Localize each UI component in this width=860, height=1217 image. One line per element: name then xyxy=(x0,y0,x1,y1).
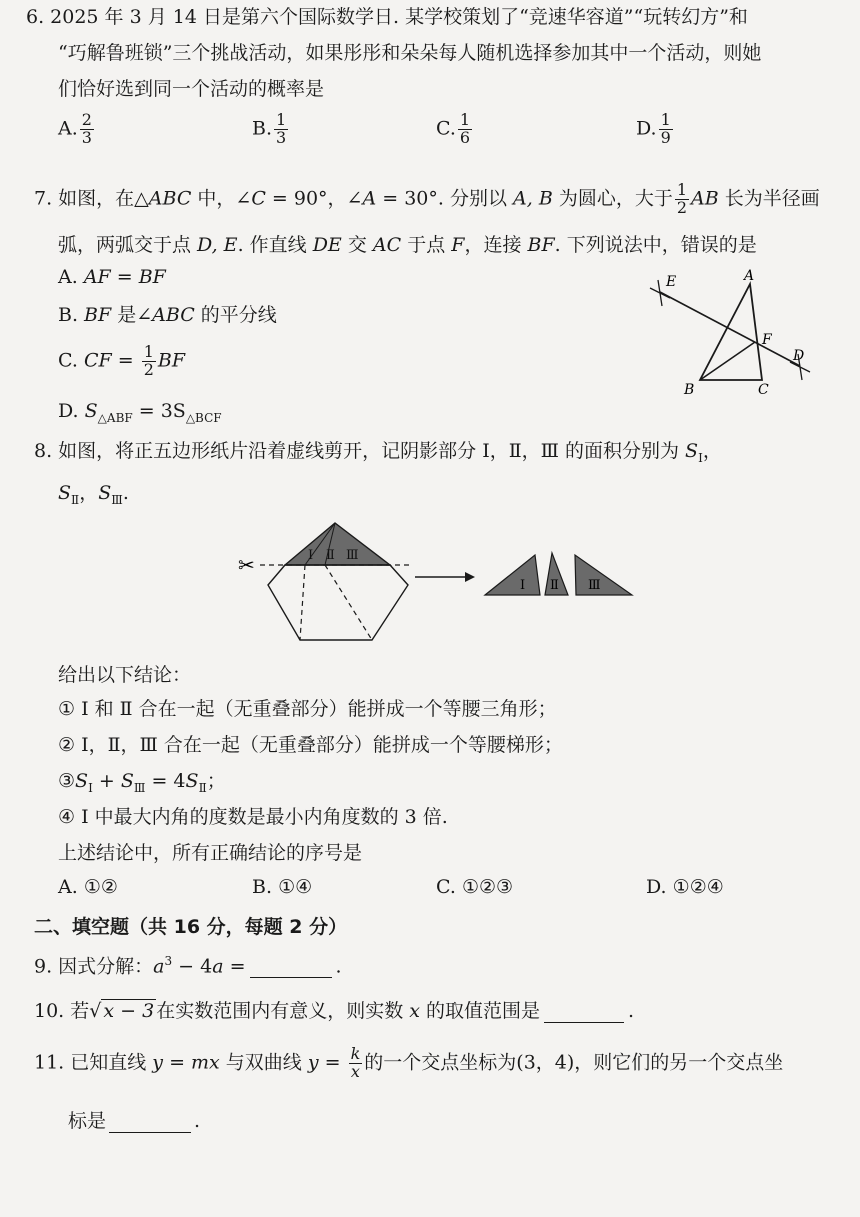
q11-text: 与双曲线 xyxy=(219,1051,308,1074)
q7-text: 交 xyxy=(341,234,373,256)
q7-line2 xyxy=(58,234,757,257)
fraction-denominator: 2 xyxy=(143,359,154,379)
superscript: 3 xyxy=(164,954,173,968)
fraction-denominator: 3 xyxy=(276,127,287,147)
q7-text: . 作直线 xyxy=(237,234,313,256)
fraction-numerator: 1 xyxy=(459,110,471,129)
answer-blank[interactable] xyxy=(109,1114,191,1133)
subscript: △ABF xyxy=(97,410,133,425)
q8-option xyxy=(646,876,724,899)
q11-text: . xyxy=(194,1110,201,1132)
fraction-numerator: k xyxy=(350,1044,361,1063)
q7-option-a xyxy=(58,266,166,289)
q8-conclusions-title: 给出以下结论： xyxy=(58,664,192,686)
q11-text: 标是 xyxy=(68,1110,107,1132)
q7-triangle-figure xyxy=(640,262,820,402)
option-label: C. xyxy=(58,349,84,372)
label-c: C xyxy=(758,382,769,398)
q8-conclusion-3 xyxy=(58,770,226,795)
fraction-denominator: 9 xyxy=(660,127,671,147)
option-text: S xyxy=(84,400,98,422)
q10-text: 10. 若 xyxy=(34,1000,90,1022)
label-d: D xyxy=(793,348,805,364)
q7-text: = 30°. 分别以 xyxy=(376,187,514,210)
triangle-abc xyxy=(700,284,762,380)
option-text: ①④ xyxy=(278,876,313,898)
q8-text: ， xyxy=(79,482,99,504)
segment-bf xyxy=(700,342,755,380)
subscript: △BCF xyxy=(185,410,222,425)
q7-math: AB xyxy=(691,187,719,210)
piece-one xyxy=(485,555,540,595)
fraction-denominator: 3 xyxy=(81,127,92,147)
q6-line2: “巧解鲁班锁”三个挑战活动，如果彤彤和朵朵每人随机选择参加其中一个活动，则她 xyxy=(58,42,762,64)
q9-math: a xyxy=(212,955,224,978)
option-fraction xyxy=(659,112,673,147)
q7-math: AC xyxy=(372,234,402,256)
option-text: ①②④ xyxy=(672,876,724,898)
q8-text: + xyxy=(92,770,121,792)
label-two: Ⅱ xyxy=(326,548,335,563)
piece-three xyxy=(575,555,632,595)
q7-text: 7. 如图，在△ xyxy=(34,187,149,210)
subscript: Ⅰ xyxy=(698,450,703,465)
q7-option-b xyxy=(58,304,277,327)
option-text: BF xyxy=(84,304,112,326)
option-label: A. xyxy=(58,876,78,898)
option-label: B. xyxy=(252,117,273,140)
option-text: ABC xyxy=(152,304,195,326)
q7-fraction xyxy=(675,182,689,217)
label-a: A xyxy=(744,268,755,284)
q7-text: ，连接 xyxy=(464,234,528,256)
q9-math: = xyxy=(223,955,246,978)
q8-option xyxy=(58,876,118,899)
q11-text: 的一个交点坐标为(3，4)，则它们的另一个交点坐 xyxy=(364,1051,784,1074)
q10-text: 在实数范围内有意义，则实数 xyxy=(156,1000,410,1022)
q8-conclusion-1: ① Ⅰ 和 Ⅱ 合在一起（无重叠部分）能拼成一个等腰三角形； xyxy=(58,698,557,720)
q8-math: S xyxy=(75,770,89,792)
q7-text: . 下列说法中，错误的是 xyxy=(554,234,757,256)
q7-text: 长为半径画 xyxy=(718,187,820,210)
shaded-top-triangle xyxy=(285,523,390,565)
q7-text: 弧，两弧交于点 xyxy=(58,234,198,256)
q9-math: a xyxy=(153,955,165,978)
q8-math: S xyxy=(685,440,699,462)
square-root: √ x − 3 xyxy=(89,1000,155,1022)
q9-line xyxy=(34,954,342,978)
q7-math: D, E xyxy=(197,234,238,256)
q8-conclusion-2: ② Ⅰ，Ⅱ，Ⅲ 合在一起（无重叠部分）能拼成一个等腰梯形； xyxy=(58,734,563,756)
label-e: E xyxy=(666,274,677,290)
arrow-head-icon xyxy=(465,572,475,582)
answer-blank[interactable] xyxy=(544,1004,624,1023)
q7-math: C xyxy=(251,187,266,210)
q6-line3: 们恰好选到同一个活动的概率是 xyxy=(58,78,325,100)
q8-math: S xyxy=(98,482,112,504)
option-label: D. xyxy=(58,400,85,422)
q7-option-d xyxy=(58,400,222,425)
label-one: Ⅰ xyxy=(308,548,314,563)
q6-option xyxy=(252,112,290,147)
fraction-denominator: 2 xyxy=(676,197,688,217)
option-label: A. xyxy=(58,117,78,140)
q7-text: 于点 xyxy=(401,234,452,256)
q8-math: S xyxy=(185,770,199,792)
option-text: 的平分线 xyxy=(194,304,277,326)
q10-math: x xyxy=(409,1000,420,1022)
answer-blank[interactable] xyxy=(250,959,332,978)
subscript: Ⅱ xyxy=(71,492,80,507)
q7-math: F xyxy=(451,234,465,256)
q7-text: 为圆心，大于 xyxy=(552,187,673,210)
q8-question: 上述结论中，所有正确结论的序号是 xyxy=(58,842,363,864)
q7-text: = 90°，∠ xyxy=(265,187,363,210)
q8-text: ， xyxy=(702,440,722,462)
q7-line1 xyxy=(34,182,820,217)
q8-text: ； xyxy=(206,770,226,792)
radicand: x − 3 xyxy=(103,1000,155,1022)
section-title: 二、填空题（共 16 分，每题 2 分） xyxy=(34,916,348,938)
q7-math: ABC xyxy=(148,187,192,210)
option-text: = 3S xyxy=(132,400,186,422)
q7-option-c xyxy=(58,344,185,379)
fraction-numerator: 1 xyxy=(660,110,671,129)
q11-fraction xyxy=(349,1046,363,1081)
q8-math: S xyxy=(120,770,134,792)
option-fraction xyxy=(458,112,472,147)
q7-math: A, B xyxy=(513,187,553,210)
q6-option xyxy=(436,112,474,147)
label-f: F xyxy=(762,332,772,348)
fraction-denominator: x xyxy=(350,1061,360,1081)
q8-line2 xyxy=(58,482,129,507)
option-label: C. xyxy=(436,117,456,140)
option-text: 是∠ xyxy=(111,304,153,326)
q6-option xyxy=(636,112,675,147)
q10-text: 的取值范围是 xyxy=(419,1000,540,1022)
fraction-numerator: 1 xyxy=(676,180,688,199)
q11-math: y = mx xyxy=(152,1051,220,1074)
option-fraction xyxy=(274,112,288,147)
option-text: BF xyxy=(157,349,186,372)
q8-pentagon-figure xyxy=(230,515,650,650)
option-label: C. xyxy=(436,876,456,898)
fraction-numerator: 2 xyxy=(81,110,92,129)
fraction-denominator: 6 xyxy=(459,127,471,147)
label-b: B xyxy=(684,382,695,398)
q6-line1: 6. 2025 年 3 月 14 日是第六个国际数学日. 某学校策划了“竞速华容道”“玩转幻方”和 xyxy=(26,6,748,28)
option-label: B. xyxy=(58,304,85,326)
option-fraction xyxy=(80,112,94,147)
pentagon-outline xyxy=(268,565,408,640)
q7-math: BF xyxy=(527,234,555,256)
option-label: B. xyxy=(252,876,273,898)
option-text: ①②③ xyxy=(461,876,514,898)
dashed-cut xyxy=(300,565,305,640)
subscript: Ⅱ xyxy=(198,780,207,795)
line-de xyxy=(660,292,800,366)
fraction-numerator: 1 xyxy=(143,342,154,361)
q7-c-fraction xyxy=(142,344,156,379)
q11-text: 11. 已知直线 xyxy=(34,1051,153,1074)
q10-line xyxy=(34,1000,634,1023)
subscript: Ⅲ xyxy=(111,492,123,507)
q8-text: 8. 如图，将正五边形纸片沿着虚线剪开，记阴影部分 Ⅰ，Ⅱ，Ⅲ 的面积分别为 xyxy=(34,440,686,462)
option-text: CF = xyxy=(83,349,140,372)
option-label: A. xyxy=(58,266,84,288)
q8-option xyxy=(436,876,513,899)
q8-text: . xyxy=(122,482,129,504)
subscript: Ⅲ xyxy=(133,780,146,795)
label-three: Ⅲ xyxy=(588,578,601,593)
label-two: Ⅱ xyxy=(550,578,559,593)
q11-line2 xyxy=(68,1110,200,1133)
fraction-numerator: 1 xyxy=(276,110,287,129)
q8-line1 xyxy=(34,440,722,465)
q8-conclusion-4: ④ Ⅰ 中最大内角的度数是最小内角度数的 3 倍. xyxy=(58,806,448,828)
q8-option xyxy=(252,876,312,899)
q6-option xyxy=(58,112,96,147)
label-three: Ⅲ xyxy=(346,548,359,563)
option-label: D. xyxy=(636,117,657,140)
q8-math: S xyxy=(58,482,72,504)
option-text: ①② xyxy=(83,876,118,898)
q9-text: 9. 因式分解： xyxy=(34,955,154,978)
q10-text: . xyxy=(628,1000,635,1022)
dashed-cut xyxy=(325,565,372,640)
subscript: Ⅰ xyxy=(88,780,93,795)
q11-line1 xyxy=(34,1046,783,1081)
q8-text: = 4 xyxy=(145,770,186,792)
q8-text: ③ xyxy=(58,770,76,792)
option-label: D. xyxy=(646,876,667,898)
q7-text: 中，∠ xyxy=(191,187,252,210)
q9-text: . xyxy=(335,955,342,978)
option-text: AF = BF xyxy=(83,266,166,288)
q11-math: y = xyxy=(307,1051,347,1074)
scissors-icon: ✂ xyxy=(238,553,255,577)
label-one: Ⅰ xyxy=(520,578,526,593)
q7-math: DE xyxy=(312,234,342,256)
q9-math: − 4 xyxy=(172,955,213,978)
q7-math: A xyxy=(362,187,377,210)
